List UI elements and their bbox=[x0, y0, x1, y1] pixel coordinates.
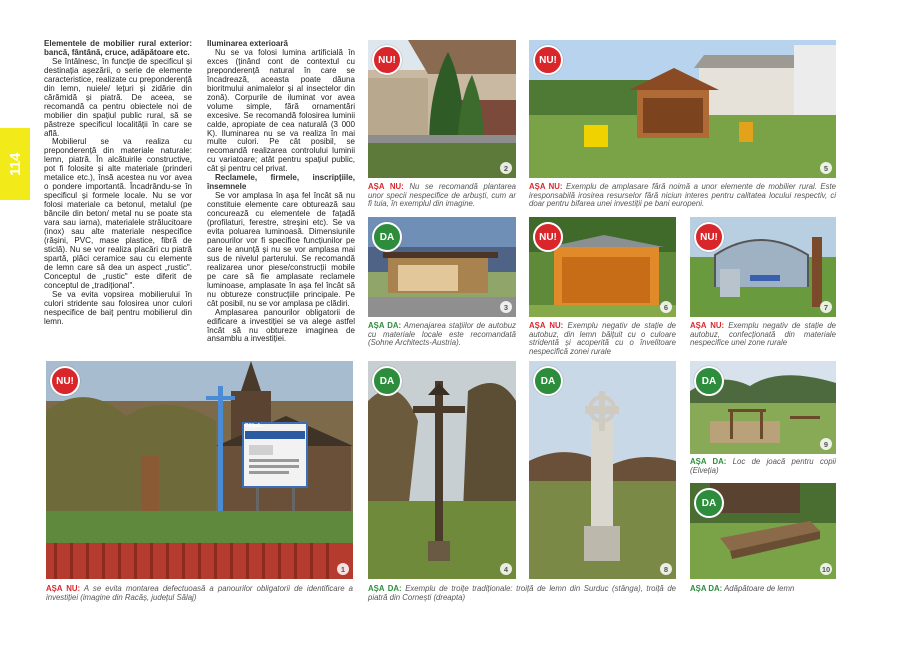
caption-lead: AȘA DA: bbox=[690, 457, 727, 466]
caption-text: Amenajarea stațiilor de autobuz cu materiale locale este recomandată (Sohne Architects-Austria). bbox=[368, 321, 516, 348]
caption-photo-9 bbox=[690, 458, 836, 475]
photo-wooden-cross bbox=[368, 361, 516, 579]
caption-text: Exemplu de troițe tradiționale: troiță de lemn din Surduc (stânga), troiță de piatră din Cornești (dreapta) bbox=[368, 584, 676, 602]
photo-polycarbonate-shelter bbox=[690, 217, 836, 317]
caption-text: Nu se recomandă plantarea unor specii nespecifice de arbuști, cum ar fi tuia, în exemplul din imagine. bbox=[368, 182, 516, 209]
section-heading-reclame: Reclamele, firmele, inscripțiile, însemnele bbox=[207, 173, 355, 192]
paragraph: Se vor amplasa în așa fel încât să nu constituie elemente care obturează sau concurează cu elementele de fațadă (profilaturi, ferestre, streșini etc). Se va evita poluarea luminoasă. Dimensiunile panourilor vor fi specifice funcțiunilor pe care le anunță și nu se vor amplasa mai sus de nivelul parterului. Se recomandă realizarea unor piese/construcții mobile pe care să fie amplasate reclamele luminoase, amplasate în așa fel încât să nu obtureze construcțiile principale. Pe cât posibil, nu se vor amplasa pe clădiri. bbox=[207, 191, 355, 308]
badge-nu: NU! bbox=[372, 45, 402, 75]
caption-text: Adăpătoare de lemn bbox=[722, 584, 795, 593]
badge-da: DA bbox=[694, 488, 724, 518]
caption-photo-3 bbox=[368, 322, 516, 348]
caption-text: A se evita montarea defectuoasă a panourilor obligatorii de identificare a investiției (imagine din Racăș, județul Sălaj) bbox=[46, 584, 353, 602]
caption-text: Exemplu negativ de stație de autobuz, din lemn băițuit cu o culoare stridentă și acoperită cu o învelitoare nespecifică zonei rurale bbox=[529, 321, 676, 356]
photo-thuja-house bbox=[368, 40, 516, 178]
photo-number: 4 bbox=[500, 563, 512, 575]
photo-number: 8 bbox=[660, 563, 672, 575]
caption-lead: AȘA NU: bbox=[529, 321, 564, 330]
badge-da: DA bbox=[372, 222, 402, 252]
caption-photo-1 bbox=[46, 585, 353, 602]
caption-photo-6 bbox=[529, 322, 676, 356]
caption-text: Exemplu negativ de stație de autobuz, confecționată din materiale nespecifice unei zone rurale bbox=[690, 321, 836, 348]
paragraph: Se întâlnesc, în funcție de specificul și destinația așezării, o serie de elemente caracteristice, realizate cu preponderență din lemn, nuiele/ lețuri și zidărie din cărămidă și piatră. De aceea, se recomandă ca pentru obiectele noi de mobilier din spațiul public rural, să se păstreze specificul localității în care se află. bbox=[44, 56, 192, 138]
photo-orange-shelter bbox=[529, 217, 676, 317]
caption-lead: AȘA NU: bbox=[368, 182, 404, 191]
photo-number: 10 bbox=[821, 564, 831, 574]
badge-nu: NU! bbox=[533, 45, 563, 75]
section-heading-iluminare: Iluminarea exterioară bbox=[207, 39, 288, 48]
badge-da: DA bbox=[372, 366, 402, 396]
photo-modern-bus-stop bbox=[368, 217, 516, 317]
text-column-1 bbox=[44, 40, 192, 327]
paragraph: Mobilierul se va realiza cu preponderență din materiale naturale: lemn, piatră. În alcătuirile constructive, pot fi folosite și alte materiale (prinderi metalice etc.), însă acestea nu vor avea o pondere importantă. Încadrându-se în specificul și formele locale. Nu se vor folosi materiale ca betonul, metalul (pe băncile din beton/ metal nu se poate sta vara sau iarna), materialele strălucitoare (inox) sau alte materiale nespecifice (rășini, PVC, mase plastice, fibră de sticlă). Nu se vor realiza placări cu piatră spartă, plăci ceramice sau cu elemente de lemn care să dea un aspect „rustic". Conceptul de „rustic" este diferit de conceptul de „tradițional". bbox=[44, 137, 192, 290]
paragraph: Nu se va folosi lumina artificială în exces (ținând cont de contextul cu preponderență natural în care se încadrează, aceasta poate dăuna bioritmului animalelor și al insectelor din zonă). Corpurile de iluminat vor avea volume simple, fără ornamentări excesive. Se recomandă folosirea luminii calde, apropiate de cea naturală (3 000 K). Iluminarea nu se va realiza în mai multe culori. Pe cât posibil, se recomandă realizarea controlului luminii cu variatoare; atât pentru spațiul public, cât și pentru cel privat. bbox=[207, 47, 355, 174]
badge-da: DA bbox=[533, 366, 563, 396]
caption-photo-10 bbox=[690, 585, 836, 594]
caption-lead: AȘA DA: bbox=[690, 584, 723, 593]
photo-misplaced-shelter bbox=[529, 40, 836, 178]
caption-lead: AȘA DA: bbox=[368, 321, 402, 330]
page-number-tab bbox=[0, 128, 30, 200]
photo-number: 5 bbox=[820, 162, 832, 174]
caption-photo-4-8 bbox=[368, 585, 676, 602]
photo-wooden-trough bbox=[690, 483, 836, 579]
caption-photo-2 bbox=[368, 183, 516, 209]
caption-lead: AȘA NU: bbox=[46, 584, 81, 593]
badge-da: DA bbox=[694, 366, 724, 396]
caption-lead: AȘA NU: bbox=[690, 321, 725, 330]
photo-number: 1 bbox=[337, 563, 349, 575]
photo-number: 2 bbox=[500, 162, 512, 174]
page-number: 114 bbox=[6, 152, 24, 176]
section-heading-mobilier: Elementele de mobilier rural exterior: bancă, fântână, cruce, adăpătoare etc. bbox=[44, 39, 192, 57]
photo-number: 3 bbox=[500, 301, 512, 313]
badge-nu: NU! bbox=[533, 222, 563, 252]
photo-number: 7 bbox=[820, 301, 832, 313]
paragraph: Amplasarea panourilor obligatorii de edificare a investiției se va alege astfel încât să nu obtureze imaginea de ansamblu a investiției. bbox=[207, 307, 355, 344]
text-column-2 bbox=[207, 40, 355, 344]
photo-stone-cross bbox=[529, 361, 676, 579]
photo-number: 9 bbox=[820, 438, 832, 450]
photo-playground bbox=[690, 361, 836, 454]
photo-number: 6 bbox=[660, 301, 672, 313]
photo-church-billboard bbox=[46, 361, 353, 579]
caption-text: Loc de joacă pentru copii (Elveția) bbox=[690, 457, 836, 475]
caption-lead: AȘA NU: bbox=[529, 182, 563, 191]
badge-nu: NU! bbox=[694, 222, 724, 252]
badge-nu: NU! bbox=[50, 366, 80, 396]
caption-lead: AȘA DA: bbox=[368, 584, 402, 593]
caption-photo-7 bbox=[690, 322, 836, 348]
billboard-title: Băligă... bbox=[245, 423, 265, 429]
caption-photo-5 bbox=[529, 183, 836, 209]
paragraph: Se va evita vopsirea mobilierului în culori stridente sau folosirea unor culori nespecifice de baiț pentru mobilierul din lemn. bbox=[44, 289, 192, 326]
caption-text: Exemplu de amplasare fără noimă a unor elemente de mobilier rural. Este iresponsabilă irosirea resurselor fără niciun interes pentru calitatea locului respectiv, ci doar pentru bifarea unei investiții pe bani europeni. bbox=[529, 182, 836, 209]
